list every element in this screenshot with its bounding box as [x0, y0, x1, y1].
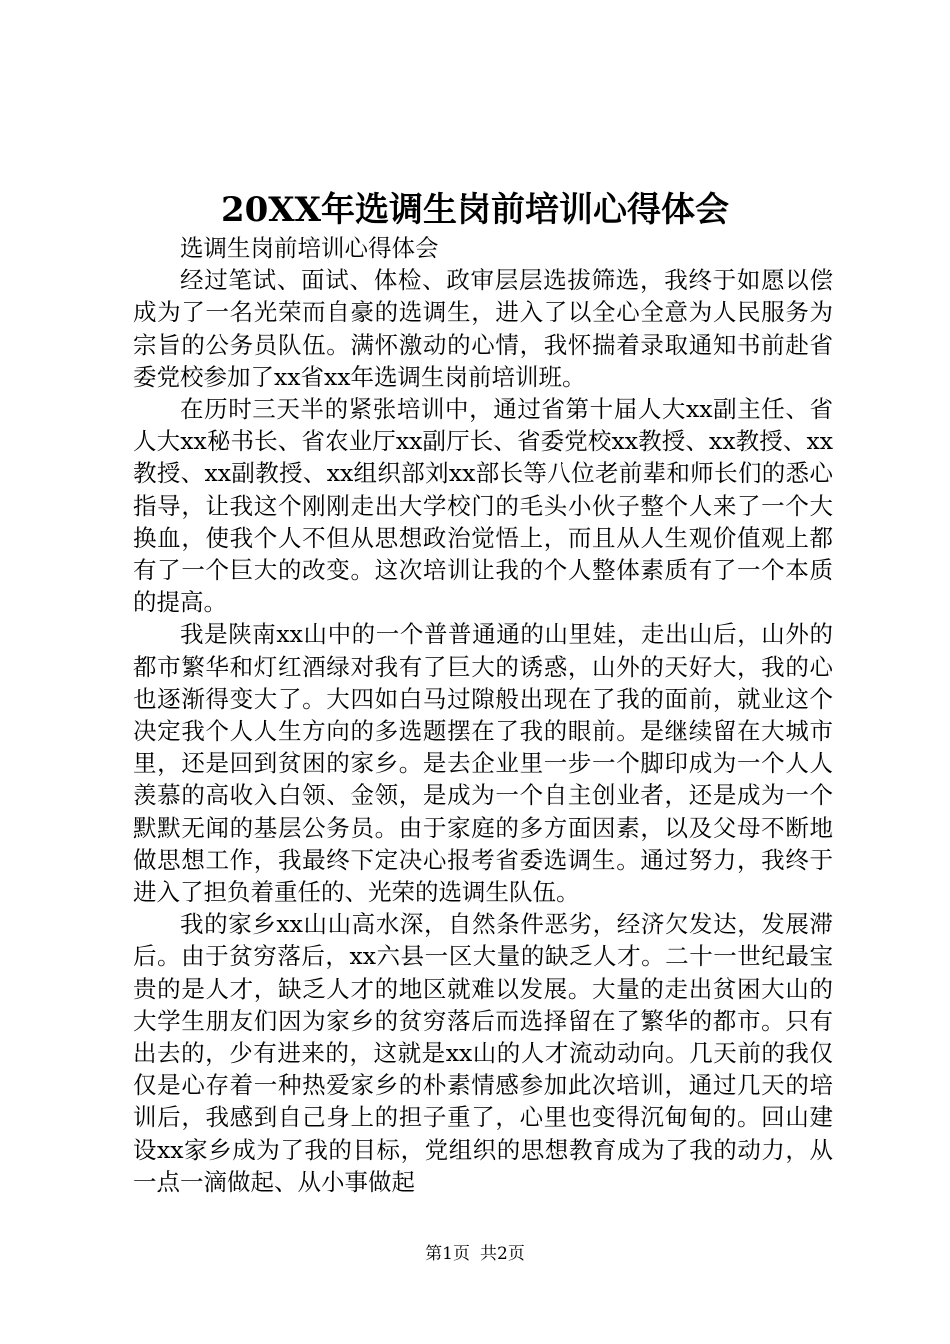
- page-footer: [0, 1242, 950, 1266]
- document-title: 20XX年选调生岗前培训心得体会: [220, 190, 730, 230]
- body-paragraph: 在历时三天半的紧张培训中，通过省第十届人大xx副主任、省人大xx秘书长、省农业厅xx副厅长、省委党校xx教授、xx教授、xx教授、xx副教授、xx组织部刘xx部长等八位老前辈和师长们的悉心指导，让我这个刚刚走出大学校门的毛头小伙子整个人来了一个大换血，使我个人不但从思想政治觉悟上，而且从人生观价值观上都有了一个巨大的改变。这次培训让我的个人整体素质有了一个本质的提高。: [133, 395, 833, 617]
- page-total: 共2页: [480, 1244, 525, 1264]
- body-paragraph: 我的家乡xx山山高水深，自然条件恶劣，经济欠发达，发展滞后。由于贫穷落后，xx六县一区大量的缺乏人才。二十一世纪最宝贵的是人才，缺乏人才的地区就难以发展。大量的走出贫困大山的大学生朋友们因为家乡的贫穷落后而选择留在了繁华的都市。只有出去的，少有进来的，这就是xx山的人才流动动向。几天前的我仅仅是心存着一种热爱家乡的朴素情感参加此次培训，通过几天的培训后，我感到自己身上的担子重了，心里也变得沉甸甸的。回山建设xx家乡成为了我的目标，党组织的思想教育成为了我的动力，从一点一滴做起、从小事做起: [133, 910, 833, 1196]
- body-paragraph: 经过笔试、面试、体检、政审层层选拔筛选，我终于如愿以偿成为了一名光荣而自豪的选调生，进入了以全心全意为人民服务为宗旨的公务员队伍。满怀激动的心情，我怀揣着录取通知书前赴省委党校参加了xx省xx年选调生岗前培训班。: [133, 266, 833, 391]
- page-number: 第1页: [425, 1244, 470, 1264]
- body-paragraph: 我是陕南xx山中的一个普普通通的山里娃，走出山后，山外的都市繁华和灯红酒绿对我有了巨大的诱惑，山外的天好大，我的心也逐渐得变大了。大四如白马过隙般出现在了我的面前，就业这个决定我个人人生方向的多选题摆在了我的眼前。是继续留在大城市里，还是回到贫困的家乡。是去企业里一步一个脚印成为一个人人羡慕的高收入白领、金领，是成为一个自主创业者，还是成为一个默默无闻的基层公务员。由于家庭的多方面因素，以及父母不断地做思想工作，我最终下定决心报考省委选调生。通过努力，我终于进入了担负着重任的、光荣的选调生队伍。: [133, 620, 833, 907]
- document-body: [133, 232, 833, 1198]
- body-paragraph: 选调生岗前培训心得体会: [180, 234, 439, 262]
